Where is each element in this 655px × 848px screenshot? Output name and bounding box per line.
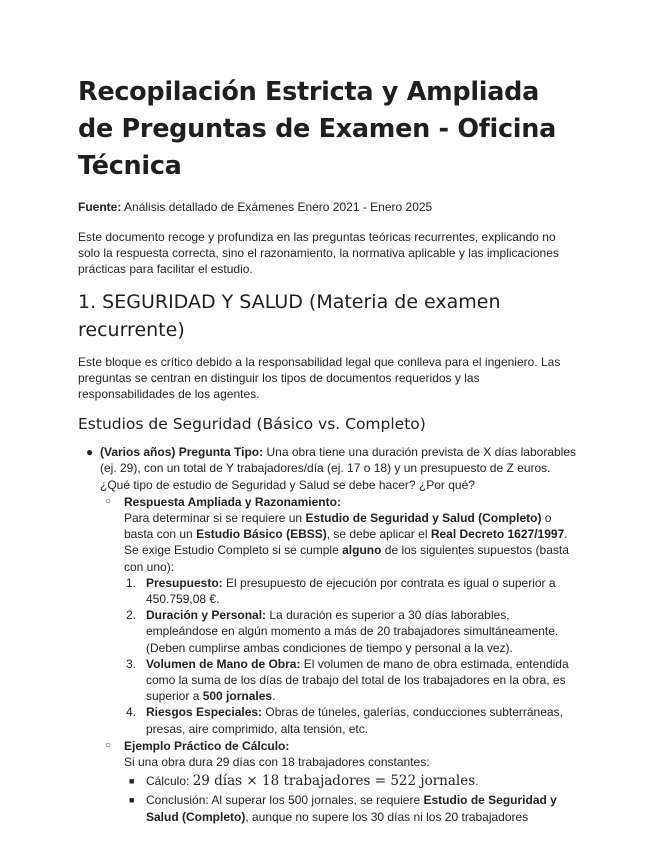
square-bullet-icon: ■ — [129, 776, 135, 787]
section-paragraph: Este bloque es crítico debido a la responsabilidad legal que conlleva para el ingeniero. Las preguntas se centran en distinguir los tipos de documentos requeridos y las responsabilidades de los agentes. — [78, 354, 561, 402]
criteria-number: 3. — [126, 656, 137, 671]
criteria-bold: 500 jornales — [202, 689, 273, 704]
calc-formula: 29 días × 18 trabajadores = 522 jornales — [192, 773, 476, 790]
subsection-heading: Estudios de Seguridad (Básico vs. Completo) — [78, 415, 426, 434]
criteria-label: Riesgos Especiales: — [146, 705, 263, 720]
conclusion-item — [78, 792, 578, 824]
document-title: Recopilación Estricta y Ampliada de Preguntas de Examen - Oficina Técnica — [78, 77, 556, 181]
criteria-text: La duración es superior a 30 días laborables, empleándose en algún momento a más de 20 trabajadores simultáneamente. (Deben cumplirse ambas condiciones de tiempo y personal a la vez). — [146, 608, 559, 655]
answer-text: . Se exige Estudio Completo si se cumple — [124, 527, 568, 558]
intro-paragraph: Este documento recoge y profundiza en las preguntas teóricas recurrentes, explicando no solo la respuesta correcta, sino el razonamiento, la normativa aplicable y las implicaciones prácticas para facilitar el estudio. — [78, 230, 559, 277]
answer-text: Para determinar si se requiere un — [124, 511, 306, 526]
criteria-end: . — [272, 689, 276, 704]
document-page — [78, 74, 578, 825]
bullet-icon: ● — [86, 445, 94, 460]
calc-end: . — [475, 774, 479, 789]
question-prefix: (Varios años) Pregunta Tipo: — [100, 445, 264, 460]
square-bullet-icon: ■ — [129, 795, 135, 806]
source-label: Fuente: — [78, 200, 122, 214]
criteria-number: 1. — [126, 575, 137, 590]
circle-bullet-icon: ○ — [105, 495, 112, 507]
criteria-item — [78, 607, 578, 656]
section-heading: 1. SEGURIDAD Y SALUD (Materia de examen recurrente) — [78, 290, 501, 341]
criteria-text: El volumen de mano de obra estimada, entendida como la suma de los días de trabajo del total de los trabajadores en la obra, es superior a — [146, 656, 569, 704]
example-heading: Ejemplo Práctico de Cálculo: — [124, 738, 290, 753]
criteria-text: El presupuesto de ejecución por contrata es igual o superior a 450.759,08 €. — [146, 575, 556, 607]
conclusion-text: , aunque no supere los 30 días ni los 20 trabajadores — [245, 809, 529, 824]
answer-bold: Estudio de Seguridad y Salud (Completo) — [305, 511, 542, 526]
source-line — [78, 199, 578, 215]
criteria-number: 4. — [126, 705, 137, 720]
conclusion-bold: Estudio de Seguridad y Salud (Completo) — [146, 793, 557, 824]
circle-bullet-icon: ○ — [105, 739, 112, 751]
answer-bold: alguno — [342, 543, 382, 558]
source-text: Análisis detallado de Exámenes Enero 2021 - Enero 2025 — [121, 200, 433, 214]
conclusion-text: Conclusión: Al superar los 500 jornales, se requiere — [146, 793, 424, 808]
criteria-label: Volumen de Mano de Obra: — [146, 656, 301, 671]
criteria-number: 2. — [126, 608, 137, 623]
question-item — [78, 444, 578, 493]
criteria-item — [78, 704, 578, 736]
answer-bold: Real Decreto 1627/1997 — [430, 527, 565, 542]
calc-label: Cálculo: — [146, 774, 193, 789]
criteria-label: Presupuesto: — [146, 575, 223, 590]
criteria-item — [78, 656, 578, 705]
answer-item — [78, 494, 578, 575]
answer-text: de los siguientes supuestos (basta con uno): — [124, 543, 569, 574]
answer-text: , se debe aplicar el — [326, 527, 431, 542]
answer-bold: Estudio Básico (EBSS) — [196, 527, 327, 542]
calc-item — [78, 773, 578, 789]
criteria-item — [78, 575, 578, 607]
example-item — [78, 738, 578, 770]
criteria-label: Duración y Personal: — [146, 608, 267, 623]
question-text: Una obra tiene una duración prevista de X días laborables (ej. 29), con un total de Y trabajadores/día (ej. 17 o 18) y un presupuesto de Z euros. ¿Qué tipo de estudio de Seguridad y Salud se debe hacer? ¿Por qué? — [100, 445, 577, 492]
answer-text: o basta con un — [124, 511, 552, 542]
example-text: Si una obra dura 29 días con 18 trabajadores constantes: — [124, 755, 430, 770]
answer-heading: Respuesta Ampliada y Razonamiento: — [124, 494, 341, 509]
criteria-text: Obras de túneles, galerías, conducciones subterráneas, presas, aire comprimido, alta tensión, etc. — [146, 705, 563, 736]
